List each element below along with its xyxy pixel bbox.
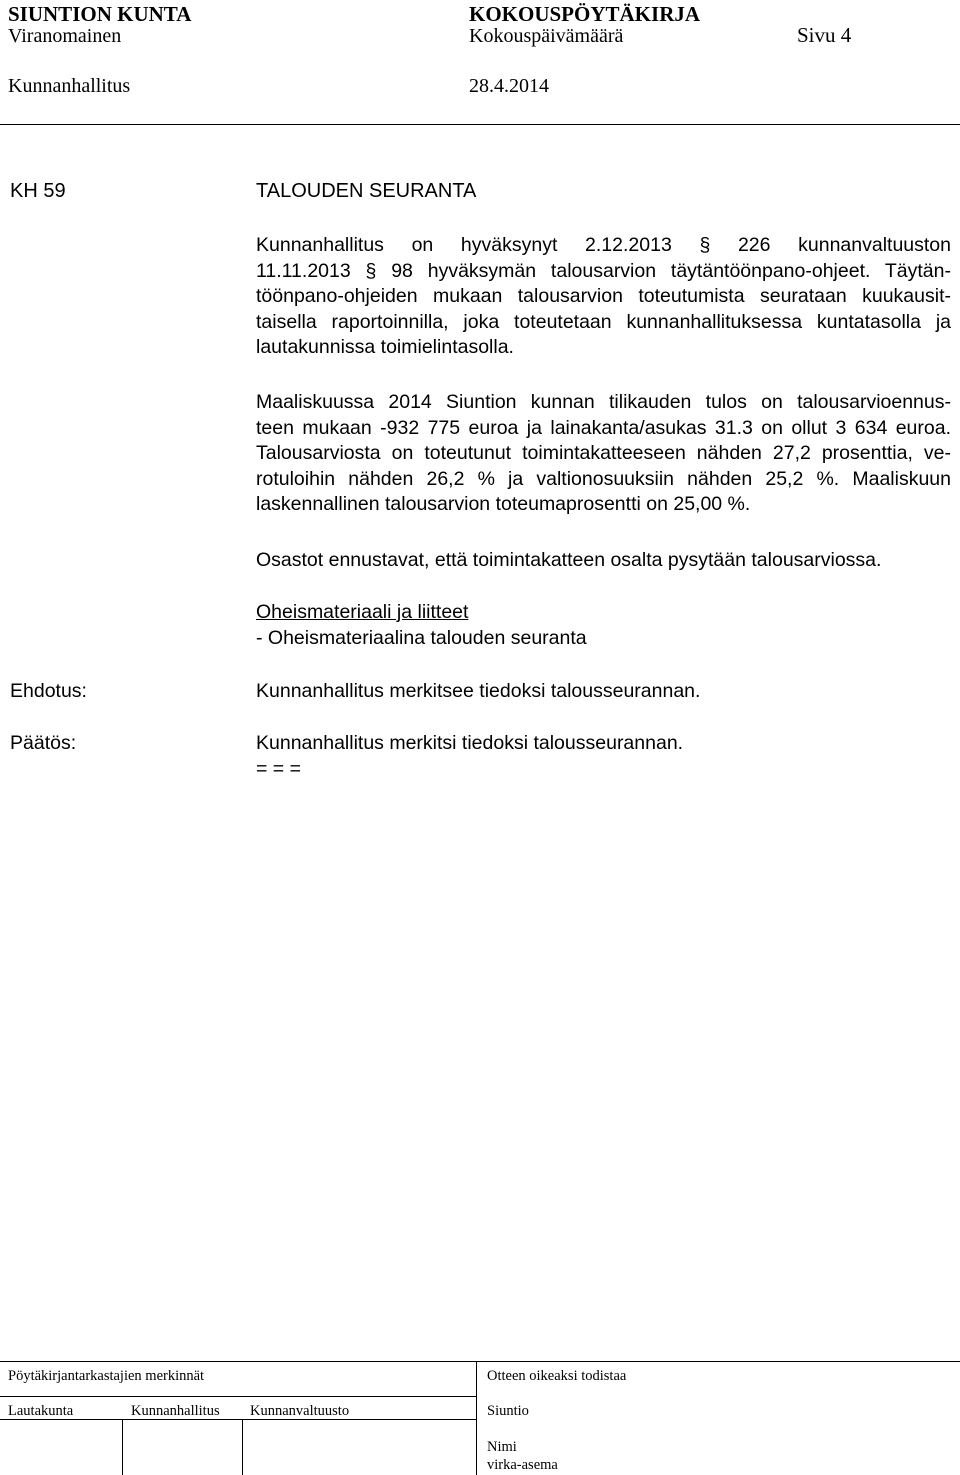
authority-label: Viranomainen [8,25,122,47]
text-line: laskennallinen talousarvion toteumaprosentti on 25,00 %. [256,493,751,516]
text-line: rotuloihin nähden 26,2 % ja valtionosuuksiin nähden 25,2 %. Maaliskuun [256,467,951,490]
paragraph-results [256,390,951,518]
meeting-date: 28.4.2014 [469,75,549,97]
decision-label: Päätös: [10,732,77,754]
footer-col-kunnanhallitus: Kunnanhallitus [131,1403,220,1419]
text-line: taisella raportoinnilla, joka toteutetaan kunnanhallituksessa kuntatasolla ja [256,310,951,333]
footer-col-divider-2 [242,1419,243,1475]
text-line: teen mukaan -932 775 euroa ja lainakanta/asukas 31.3 on ollut 3 634 euroa. [256,416,951,439]
text-line: Maaliskuussa 2014 Siuntion kunnan tilikauden tulos on talousarvioennus- [256,391,951,413]
checkers-heading: Pöytäkirjantarkastajien merkinnät [8,1368,205,1384]
text-line: Talousarviosta on toteutunut toimintakatteeseen nähden 27,2 prosenttia, ve- [256,442,951,465]
certified-heading: Otteen oikeaksi todistaa [487,1368,627,1384]
proposal-label: Ehdotus: [10,680,87,702]
text-line: töönpano-ohjeiden mukaan talousarvion toteutumista seurataan kuukausit- [256,285,951,308]
text-line: lautakunnissa toimielintasolla. [256,336,514,359]
proposal-text: Kunnanhallitus merkitsee tiedoksi talousseurannan. [256,680,701,702]
document-type: KOKOUSPÖYTÄKIRJA [469,2,701,26]
paragraph-forecast [256,548,951,574]
paragraph-intro [256,233,951,361]
certified-place: Siuntio [487,1403,529,1419]
footer-center-divider [476,1361,477,1475]
certified-title-label: virka-asema [487,1457,558,1473]
text-line: 11.11.2013 § 98 hyväksymän talousarvion täytäntöönpano-ohjeet. Täytän- [256,259,951,282]
certified-name-label: Nimi [487,1439,517,1455]
footer-col-kunnanvaltuusto: Kunnanvaltuusto [250,1403,350,1419]
decision-text: Kunnanhallitus merkitsi tiedoksi talousseurannan. [256,732,684,754]
page-number: Sivu 4 [797,23,852,47]
attachment-item: - Oheismateriaalina talouden seuranta [256,627,587,649]
footer-col-lautakunta: Lautakunta [8,1403,74,1419]
attachments-heading: Oheismateriaali ja liitteet [256,601,469,623]
header-divider [0,124,960,125]
footer-col-divider-1 [122,1419,123,1475]
authority-name: Kunnanhallitus [8,75,131,97]
footer-row-divider [0,1396,476,1397]
footer-top-border [0,1361,960,1362]
text-line: Osastot ennustavat, että toimintakatteen osalta pysytään talousarviossa. [256,549,882,571]
meeting-date-label: Kokouspäivämäärä [469,25,624,47]
text-line: Kunnanhallitus on hyväksynyt 2.12.2013 § 226 kunnanvaltuuston [256,234,951,256]
organization-name: SIUNTION KUNTA [8,2,192,26]
item-number: KH 59 [10,180,66,202]
item-title: TALOUDEN SEURANTA [256,180,477,202]
end-mark: = = = [256,758,301,780]
